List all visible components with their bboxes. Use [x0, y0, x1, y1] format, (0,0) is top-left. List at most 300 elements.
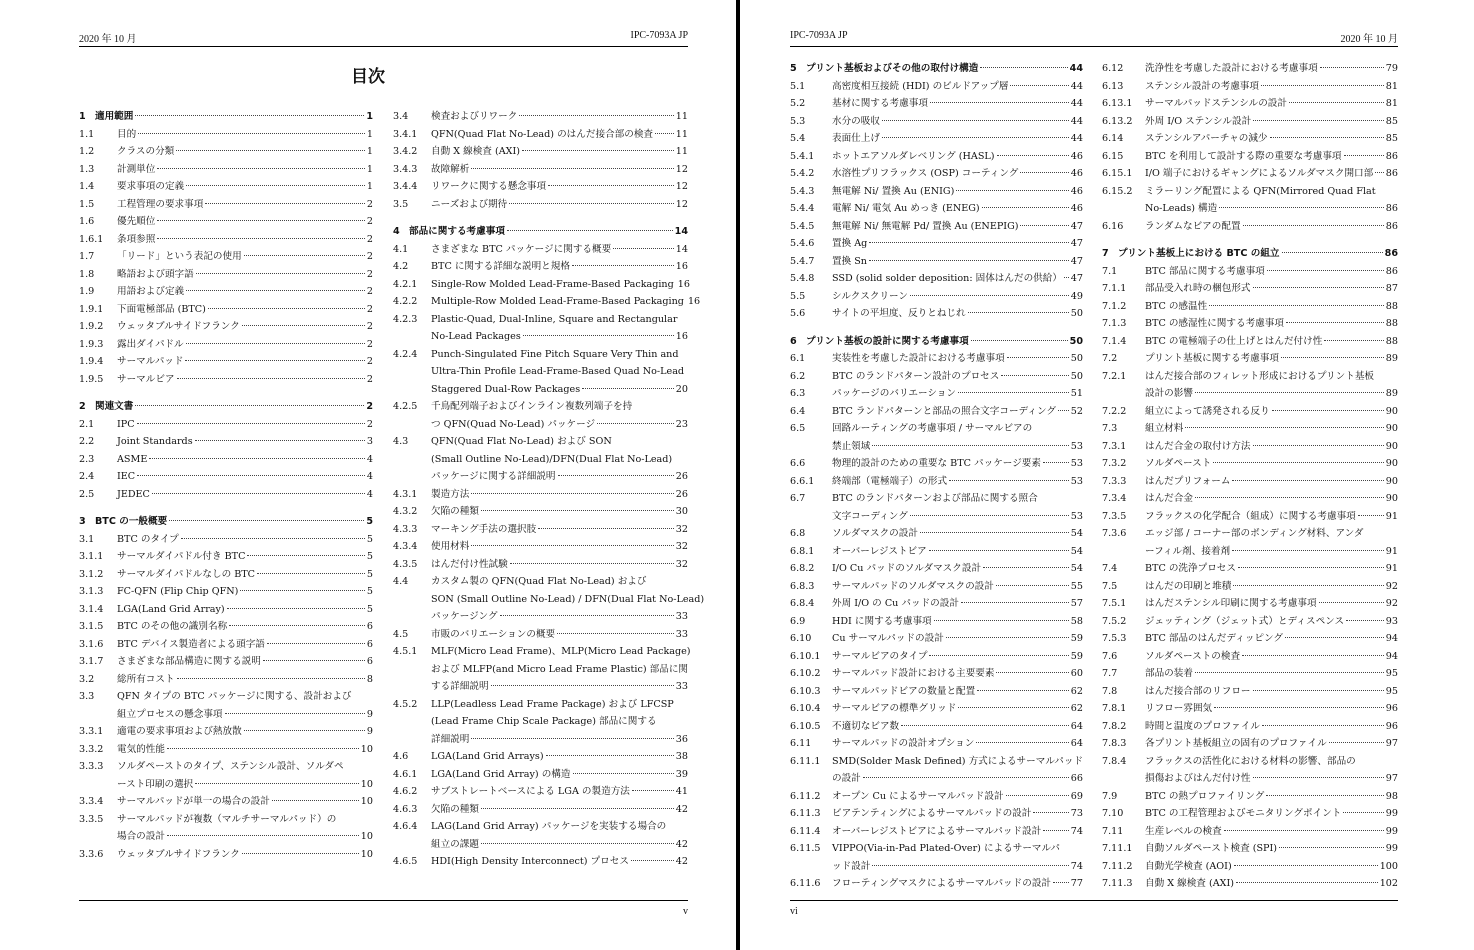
toc-entry-number: 4.5.2: [393, 698, 418, 710]
toc-entry-number: 7.2.2: [1102, 405, 1127, 417]
toc-entry[interactable]: [790, 613, 1083, 630]
toc-entry-number: 7.2.1: [1102, 370, 1127, 382]
toc-entry-title: ニーズおよび期待: [431, 198, 508, 210]
toc-entry-number: 1.2: [79, 146, 95, 157]
toc-entry-number: 6.16: [1102, 220, 1124, 232]
toc-entry[interactable]: [393, 293, 701, 310]
toc-section-heading[interactable]: [79, 108, 373, 125]
toc-entry-title: 置換 Ag: [832, 238, 868, 249]
toc-entry[interactable]: [1102, 508, 1398, 525]
toc-entry[interactable]: [1102, 78, 1398, 95]
toc-entry-title: No-Leads) 構造: [1145, 203, 1218, 214]
toc-entry[interactable]: [1102, 473, 1398, 490]
toc-entry[interactable]: [79, 566, 373, 583]
toc-entry-title: BTC のその他の識別名称: [117, 621, 228, 632]
toc-entry[interactable]: [790, 165, 1083, 182]
toc-entry[interactable]: [790, 113, 1083, 130]
toc-entry[interactable]: [1102, 60, 1398, 77]
toc-entry-title: BTC のタイプ: [117, 533, 179, 545]
toc-page-number: 2: [366, 286, 373, 297]
toc-entry-title: LAG(Land Grid Array) パッケージを実装する場合の: [431, 821, 667, 832]
toc-entry[interactable]: [1102, 200, 1398, 217]
toc-entry[interactable]: [1102, 823, 1398, 840]
toc-entry[interactable]: [79, 706, 373, 723]
toc-entry[interactable]: [1102, 263, 1398, 280]
toc-page-number: 42: [675, 803, 688, 815]
toc-entry[interactable]: [393, 381, 688, 398]
toc-entry[interactable]: [790, 735, 1083, 752]
toc-entry[interactable]: [79, 283, 373, 300]
toc-entry[interactable]: [790, 840, 1083, 857]
toc-entry[interactable]: [393, 363, 688, 380]
toc-entry[interactable]: [393, 556, 688, 573]
toc-entry[interactable]: [79, 531, 373, 548]
toc-entry-title: QFN タイプの BTC パッケージに関する、設計および: [117, 691, 352, 702]
toc-entry-title: BTC の感温性: [1145, 300, 1208, 312]
toc-entry-title: プリント基板に関する考慮事項: [1145, 353, 1279, 364]
toc-entry-number: 5.4.2: [790, 168, 815, 179]
toc-entry[interactable]: [393, 241, 688, 258]
toc-entry[interactable]: [1102, 95, 1398, 112]
toc-entry[interactable]: [790, 508, 1083, 525]
toc-entry[interactable]: [1102, 735, 1398, 752]
toc-entry-title: パッケージのバリエーション: [832, 388, 956, 399]
toc-page-number: 39: [675, 768, 688, 780]
toc-entry[interactable]: [393, 416, 688, 433]
toc-leader-dots: [167, 835, 359, 836]
toc-entry-title: Ultra-Thin Profile Lead-Frame-Based Quad No-Lead: [431, 366, 685, 377]
toc-entry[interactable]: [393, 538, 688, 555]
toc-entry[interactable]: [790, 875, 1083, 892]
toc-entry-number: 6.8.1: [790, 545, 815, 557]
toc-entry[interactable]: [79, 828, 373, 845]
toc-entry-number: 3.3.3: [79, 761, 104, 772]
toc-entry-number: 7.11.1: [1102, 843, 1133, 854]
toc-entry[interactable]: [393, 731, 688, 748]
toc-entry[interactable]: [790, 350, 1083, 367]
toc-entry[interactable]: [393, 468, 688, 485]
toc-entry-number: 3.5: [393, 198, 409, 210]
toc-entry[interactable]: [1102, 183, 1398, 200]
toc-entry[interactable]: [790, 420, 1083, 437]
toc-entry-title: パッケージング: [431, 611, 498, 622]
toc-entry-title: 電解 Ni/ 電気 Au めっき (ENEG): [832, 203, 980, 214]
toc-entry[interactable]: [79, 231, 373, 248]
toc-entry-number: 6.1: [790, 353, 806, 364]
toc-page-number: 62: [1070, 703, 1083, 714]
toc-entry-number: 7.11.3: [1102, 878, 1133, 889]
toc-page-number: 8: [366, 673, 373, 685]
toc-entry[interactable]: [790, 718, 1083, 735]
toc-entry-number: 2.1: [79, 418, 95, 430]
toc-entry[interactable]: [1102, 148, 1398, 165]
toc-entry[interactable]: [790, 630, 1083, 647]
toc-entry[interactable]: [79, 126, 373, 143]
toc-entry-title: 各プリント基板組立の固有のプロファイル: [1145, 738, 1327, 749]
toc-entry[interactable]: [790, 270, 1083, 287]
toc-entry[interactable]: [1102, 130, 1398, 147]
toc-entry[interactable]: [790, 595, 1083, 612]
toc-entry[interactable]: [1102, 165, 1398, 182]
toc-page-number: 53: [1070, 440, 1083, 452]
toc-entry[interactable]: [393, 713, 688, 730]
toc-entry[interactable]: [393, 696, 688, 713]
toc-leader-dots: [1064, 277, 1069, 278]
toc-entry[interactable]: [393, 608, 688, 625]
toc-section-heading[interactable]: [1102, 245, 1398, 262]
toc-leader-dots: [1253, 777, 1384, 778]
toc-entry[interactable]: [1102, 858, 1398, 875]
toc-entry[interactable]: [1102, 525, 1398, 542]
toc-entry-number: 6.6: [790, 458, 806, 469]
toc-entry[interactable]: [1102, 840, 1398, 857]
toc-entry[interactable]: [1102, 350, 1398, 367]
toc-entry[interactable]: [790, 385, 1083, 402]
toc-page-number: 30: [675, 506, 688, 517]
toc-entry[interactable]: [790, 665, 1083, 682]
toc-entry[interactable]: [79, 468, 373, 485]
toc-entry[interactable]: [1102, 385, 1398, 402]
toc-entry[interactable]: [1102, 560, 1398, 577]
toc-leader-dots: [1195, 497, 1384, 498]
toc-entry[interactable]: [79, 636, 373, 653]
toc-entry[interactable]: [790, 253, 1083, 270]
toc-entry-number: 5.4.6: [790, 238, 815, 249]
toc-leader-dots: [149, 458, 365, 459]
toc-entry-title: BTC 部品に関する考慮事項: [1145, 265, 1265, 277]
toc-entry-number: 3.3: [79, 691, 95, 702]
toc-entry[interactable]: [393, 398, 688, 415]
toc-entry[interactable]: [790, 648, 1083, 665]
toc-leader-dots: [229, 625, 365, 626]
toc-entry[interactable]: [79, 353, 373, 370]
toc-section-heading[interactable]: [790, 333, 1083, 350]
toc-entry[interactable]: [393, 591, 705, 608]
toc-entry[interactable]: [393, 503, 688, 520]
toc-entry[interactable]: [393, 748, 688, 765]
toc-entry[interactable]: [1102, 683, 1398, 700]
toc-entry[interactable]: [1102, 368, 1398, 385]
toc-entry-title: はんだ付け性試験: [431, 558, 508, 570]
toc-entry[interactable]: [1102, 420, 1398, 437]
toc-entry[interactable]: [393, 328, 688, 345]
toc-page-number: 5: [366, 551, 373, 562]
toc-entry[interactable]: [790, 543, 1083, 560]
toc-entry[interactable]: [79, 486, 373, 503]
toc-entry-title: ーフィル剤、接着剤: [1145, 545, 1231, 557]
toc-entry-title: 高密度相互接続 (HDI) のビルドアップ層: [832, 80, 1009, 92]
toc-entry[interactable]: [790, 858, 1083, 875]
toc-page-number: 47: [1070, 273, 1083, 284]
toc-entry-title: はんだ合金: [1145, 493, 1193, 504]
toc-entry-number: 1.6.1: [79, 233, 104, 245]
toc-leader-dots: [1262, 725, 1384, 726]
toc-entry[interactable]: [1102, 665, 1398, 682]
toc-entry[interactable]: [79, 178, 373, 195]
toc-entry-number: 5.4.5: [790, 220, 815, 232]
toc-entry[interactable]: [393, 486, 688, 503]
toc-leader-dots: [152, 493, 365, 494]
toc-page-number: 52: [1070, 405, 1083, 417]
toc-entry[interactable]: [79, 548, 373, 565]
toc-entry[interactable]: [393, 818, 688, 835]
toc-entry-number: 6.14: [1102, 133, 1124, 144]
toc-entry[interactable]: [393, 311, 688, 328]
toc-page-number: 90: [1385, 458, 1398, 469]
toc-entry[interactable]: [79, 301, 373, 318]
toc-page-number: 64: [1070, 720, 1083, 732]
toc-entry[interactable]: [79, 583, 373, 600]
toc-entry[interactable]: [790, 823, 1083, 840]
toc-entry-number: 4.3.4: [393, 541, 418, 552]
toc-entry[interactable]: [790, 473, 1083, 490]
toc-entry-number: 7.2: [1102, 353, 1118, 364]
toc-leader-dots: [910, 295, 1069, 296]
toc-entry[interactable]: [79, 416, 373, 433]
toc-entry[interactable]: [393, 783, 688, 800]
toc-page-number: 26: [675, 471, 688, 482]
toc-entry[interactable]: [790, 148, 1083, 165]
toc-entry-number: 5.4.7: [790, 255, 815, 267]
toc-entry[interactable]: [1102, 700, 1398, 717]
toc-entry[interactable]: [79, 688, 373, 705]
toc-page-number: 92: [1385, 598, 1398, 609]
toc-entry[interactable]: [79, 618, 373, 635]
toc-entry[interactable]: [1102, 613, 1398, 630]
toc-entry[interactable]: [79, 758, 373, 775]
toc-entry-title: 故障解析: [431, 163, 470, 175]
toc-entry-number: 6.15.2: [1102, 185, 1133, 197]
toc-entry[interactable]: [393, 276, 688, 293]
toc-entry-title: 略語および頭字語: [117, 268, 194, 280]
toc-leader-dots: [1329, 742, 1384, 743]
toc-page-number: 50: [1070, 353, 1083, 364]
toc-entry[interactable]: [790, 235, 1083, 252]
toc-entry[interactable]: [790, 438, 1083, 455]
toc-entry[interactable]: [790, 788, 1083, 805]
toc-page-number: 79: [1385, 63, 1398, 74]
toc-leader-dots: [522, 150, 674, 151]
toc-entry[interactable]: [1102, 630, 1398, 647]
toc-leader-dots: [1266, 795, 1383, 796]
toc-entry[interactable]: [1102, 753, 1398, 770]
toc-entry[interactable]: [393, 178, 688, 195]
toc-page-number: 99: [1385, 843, 1398, 854]
toc-leader-dots: [1234, 865, 1378, 866]
toc-entry[interactable]: [1102, 218, 1398, 235]
toc-entry[interactable]: [393, 346, 688, 363]
toc-entry[interactable]: [79, 451, 373, 468]
toc-entry[interactable]: [790, 218, 1083, 235]
header-date: 2020 年 10 月: [79, 34, 137, 45]
toc-entry[interactable]: [79, 601, 373, 618]
toc-entry-title: I/O 端子におけるギャングによるソルダマスク開口部: [1145, 168, 1374, 179]
toc-leader-dots: [137, 423, 365, 424]
toc-entry[interactable]: [79, 846, 373, 863]
toc-page-number: 5: [366, 533, 373, 545]
toc-page-number: 44: [1070, 98, 1083, 109]
toc-entry[interactable]: [1102, 113, 1398, 130]
toc-entry-number: 1.9.3: [79, 338, 104, 350]
toc-entry[interactable]: [79, 653, 373, 670]
toc-entry[interactable]: [393, 573, 688, 590]
toc-entry[interactable]: [79, 793, 373, 810]
toc-entry[interactable]: [393, 161, 688, 178]
toc-page-number: 42: [675, 856, 688, 867]
toc-entry[interactable]: [79, 248, 373, 265]
toc-entry[interactable]: [393, 766, 688, 783]
toc-entry[interactable]: [393, 801, 688, 818]
toc-entry[interactable]: [393, 108, 688, 125]
toc-entry[interactable]: [79, 433, 373, 450]
toc-entry[interactable]: [1102, 578, 1398, 595]
toc-entry[interactable]: [790, 288, 1083, 305]
toc-entry[interactable]: [790, 368, 1083, 385]
toc-entry-title: サーマルパッドの設計オプション: [832, 738, 975, 749]
toc-entry[interactable]: [790, 700, 1083, 717]
toc-section-heading[interactable]: [79, 513, 373, 530]
toc-entry[interactable]: [393, 196, 688, 213]
toc-leader-dots: [1281, 357, 1384, 358]
toc-page-number: 11: [675, 111, 688, 122]
toc-entry[interactable]: [79, 336, 373, 353]
toc-section-heading[interactable]: [79, 398, 373, 415]
toc-entry[interactable]: [79, 741, 373, 758]
toc-entry[interactable]: [79, 671, 373, 688]
toc-entry-title: サブストレートベースによる LGA の製造方法: [431, 786, 630, 797]
toc-entry[interactable]: [79, 196, 373, 213]
toc-page-number: 90: [1385, 440, 1398, 452]
toc-page-number: 5: [366, 568, 373, 580]
toc-page-number: 89: [1385, 353, 1398, 364]
toc-entry[interactable]: [790, 200, 1083, 217]
toc-entry[interactable]: [79, 161, 373, 178]
toc-entry[interactable]: [1102, 875, 1398, 892]
toc-entry[interactable]: [790, 753, 1083, 770]
toc-entry[interactable]: [393, 836, 688, 853]
toc-leader-dots: [1320, 67, 1384, 68]
toc-leader-dots: [257, 573, 365, 574]
toc-entry[interactable]: [790, 683, 1083, 700]
toc-entry[interactable]: [393, 626, 688, 643]
toc-entry[interactable]: [790, 525, 1083, 542]
toc-page-number: 16: [675, 331, 688, 342]
toc-entry-number: 2.3: [79, 453, 95, 465]
toc-entry[interactable]: [393, 126, 688, 143]
toc-section-heading[interactable]: [393, 223, 688, 240]
toc-entry[interactable]: [79, 266, 373, 283]
toc-entry[interactable]: [79, 318, 373, 335]
toc-entry[interactable]: [393, 661, 688, 678]
toc-entry[interactable]: [79, 723, 373, 740]
toc-entry[interactable]: [790, 490, 1083, 507]
toc-leader-dots: [655, 133, 674, 134]
toc-entry[interactable]: [79, 371, 373, 388]
toc-leader-dots: [1253, 287, 1384, 288]
toc-entry[interactable]: [790, 578, 1083, 595]
toc-entry[interactable]: [790, 130, 1083, 147]
toc-entry-number: 4.2.4: [393, 348, 418, 360]
toc-entry-number: 1: [79, 111, 86, 122]
toc-entry[interactable]: [790, 805, 1083, 822]
toc-entry[interactable]: [79, 811, 373, 828]
toc-entry[interactable]: [1102, 333, 1398, 350]
toc-leader-dots: [272, 800, 359, 801]
toc-page-number: 91: [1385, 545, 1398, 557]
toc-page-number: 81: [1385, 98, 1398, 109]
toc-entry[interactable]: [393, 433, 688, 450]
toc-entry[interactable]: [1102, 403, 1398, 420]
toc-leader-dots: [538, 528, 674, 529]
toc-entry[interactable]: [1102, 298, 1398, 315]
toc-entry[interactable]: [1102, 718, 1398, 735]
toc-entry[interactable]: [393, 678, 688, 695]
toc-page-number: 58: [1070, 615, 1083, 627]
toc-entry-title: 表面仕上げ: [832, 133, 880, 144]
toc-entry[interactable]: [1102, 648, 1398, 665]
toc-entry[interactable]: [790, 770, 1083, 787]
toc-page-number: 73: [1070, 808, 1083, 819]
toc-entry[interactable]: [1102, 490, 1398, 507]
toc-entry-title: SON (Small Outline No-Lead) / DFN(Dual Flat No-Lead): [431, 593, 705, 605]
toc-leader-dots: [882, 120, 1069, 121]
toc-entry[interactable]: [393, 258, 688, 275]
toc-entry[interactable]: [1102, 315, 1398, 332]
toc-leader-dots: [491, 685, 674, 686]
toc-entry[interactable]: [790, 183, 1083, 200]
toc-leader-dots: [901, 725, 1069, 726]
toc-section-heading[interactable]: [790, 60, 1083, 77]
toc-entry[interactable]: [393, 853, 688, 870]
toc-entry[interactable]: [790, 560, 1083, 577]
toc-entry-title: の設計: [832, 773, 861, 784]
toc-entry[interactable]: [1102, 438, 1398, 455]
toc-entry[interactable]: [393, 451, 688, 468]
toc-leader-dots: [872, 445, 1068, 446]
toc-leader-dots: [1238, 567, 1384, 568]
toc-entry[interactable]: [1102, 455, 1398, 472]
toc-entry[interactable]: [1102, 805, 1398, 822]
toc-entry-number: 7.8.3: [1102, 738, 1127, 749]
toc-entry[interactable]: [790, 455, 1083, 472]
toc-entry[interactable]: [790, 305, 1083, 322]
toc-entry-title: ホットエアソルダレベリング (HASL): [832, 150, 995, 162]
toc-entry-number: 6.10.3: [790, 685, 821, 697]
toc-entry[interactable]: [1102, 595, 1398, 612]
toc-entry[interactable]: [79, 143, 373, 160]
toc-leader-dots: [546, 755, 674, 756]
toc-entry[interactable]: [790, 95, 1083, 112]
toc-entry[interactable]: [79, 776, 373, 793]
toc-entry[interactable]: [393, 643, 691, 660]
toc-entry[interactable]: [1102, 770, 1398, 787]
toc-entry[interactable]: [1102, 788, 1398, 805]
toc-entry[interactable]: [79, 213, 373, 230]
toc-leader-dots: [523, 335, 674, 336]
toc-page-number: 89: [1385, 388, 1398, 399]
toc-entry[interactable]: [1102, 543, 1398, 560]
toc-leader-dots: [996, 672, 1068, 673]
toc-entry[interactable]: [1102, 280, 1398, 297]
toc-page-number: 94: [1385, 650, 1398, 662]
toc-page-number: 3: [366, 436, 373, 447]
toc-entry[interactable]: [393, 143, 688, 160]
toc-entry[interactable]: [393, 521, 688, 538]
toc-leader-dots: [157, 238, 365, 239]
toc-entry[interactable]: [790, 78, 1083, 95]
toc-entry-number: 3.1.3: [79, 586, 104, 597]
toc-entry[interactable]: [790, 403, 1083, 420]
